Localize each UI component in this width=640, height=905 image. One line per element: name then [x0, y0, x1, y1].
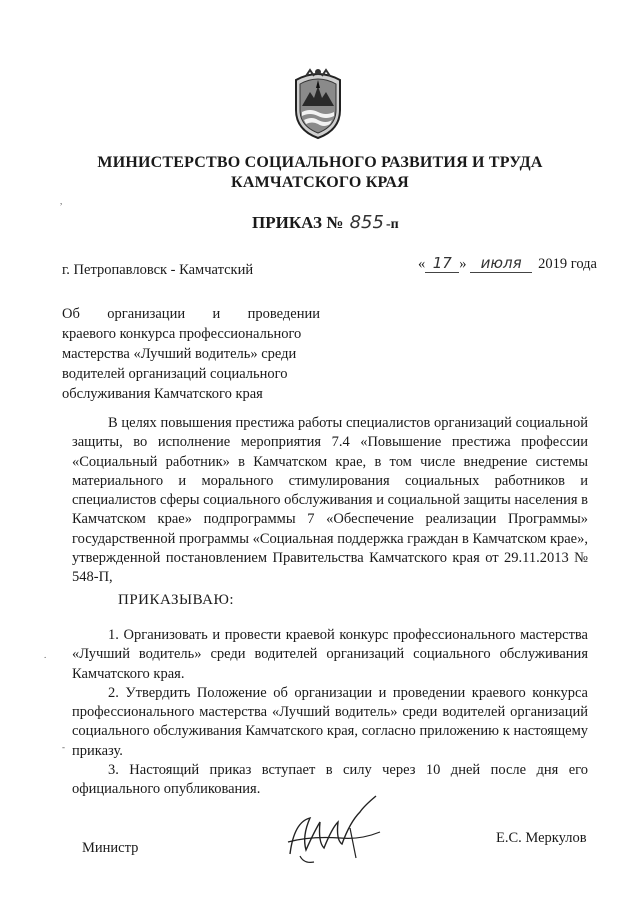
- date-open-quote: «: [418, 256, 426, 272]
- signer-position: Министр: [82, 840, 139, 856]
- subject-line: Об организации и проведении: [62, 306, 320, 322]
- handwritten-signature: [280, 792, 390, 872]
- ministry-name-line1: МИНИСТЕРСТВО СОЦИАЛЬНОГО РАЗВИТИЯ И ТРУДА: [97, 154, 543, 171]
- order-prefix: ПРИКАЗ №: [252, 213, 344, 232]
- signer-name: Е.С. Меркулов: [496, 830, 587, 846]
- kamchatka-coat-of-arms-emblem: [290, 66, 346, 142]
- order-date: [418, 254, 597, 273]
- order-item: 2. Утвердить Положение об организации и проведении краевого конкурса профессионального мастерства «Лучший водитель» среди водителей организаций социального обслуживания Камчатского края, согласно приложению к настоящему приказу.: [72, 684, 588, 759]
- preamble-text: В целях повышения престижа работы специалистов организаций социальной защиты, во исполнение мероприятия 7.4 «Повышение престижа профессии «Социальный работник» в Камчатском крае, в том числе внедрение системы материального и морального стимулирования социальных работников и специалистов сферы социального обслуживания и социальной защиты населения в Камчатском крае» подпрограммы 7 «Обеспечение реализации Программы» государственной программы «Социальная поддержка граждан в Камчатском крае», утвержденной постановлением Правительства Камчатского края от 29.11.2013 № 548-П,: [72, 415, 588, 586]
- date-month: июля: [470, 254, 532, 273]
- scan-speck: -: [62, 742, 65, 752]
- decree-heading: ПРИКАЗЫВАЮ:: [118, 592, 235, 608]
- order-subject: [62, 304, 320, 404]
- order-title: [252, 212, 399, 233]
- subject-line: водителей организаций социального: [62, 366, 288, 382]
- preamble-paragraph: [72, 414, 588, 588]
- date-day: 17: [425, 254, 459, 273]
- place-of-issue: г. Петропавловск - Камчатский: [62, 262, 254, 278]
- subject-line: мастерства «Лучший водитель» среди: [62, 346, 297, 362]
- order-item: 3. Настоящий приказ вступает в силу через 10 дней после дня его официального опубликования.: [72, 762, 588, 798]
- date-close-quote: »: [459, 256, 467, 272]
- order-item: 1. Организовать и провести краевой конкурс профессионального мастерства «Лучший водитель» среди водителей организаций социального обслуживания Камчатского края.: [72, 627, 588, 682]
- order-number: 855: [349, 212, 384, 233]
- subject-line: краевого конкурса профессионального: [62, 326, 302, 342]
- date-year: 2019 года: [538, 256, 597, 272]
- scan-speck: .: [44, 650, 47, 660]
- ministry-name-line2: КАМЧАТСКОГО КРАЯ: [231, 174, 409, 191]
- order-suffix: -п: [385, 217, 399, 232]
- subject-line: обслуживания Камчатского края: [62, 386, 263, 402]
- scan-speck: ,: [60, 196, 63, 206]
- order-items: [72, 626, 588, 800]
